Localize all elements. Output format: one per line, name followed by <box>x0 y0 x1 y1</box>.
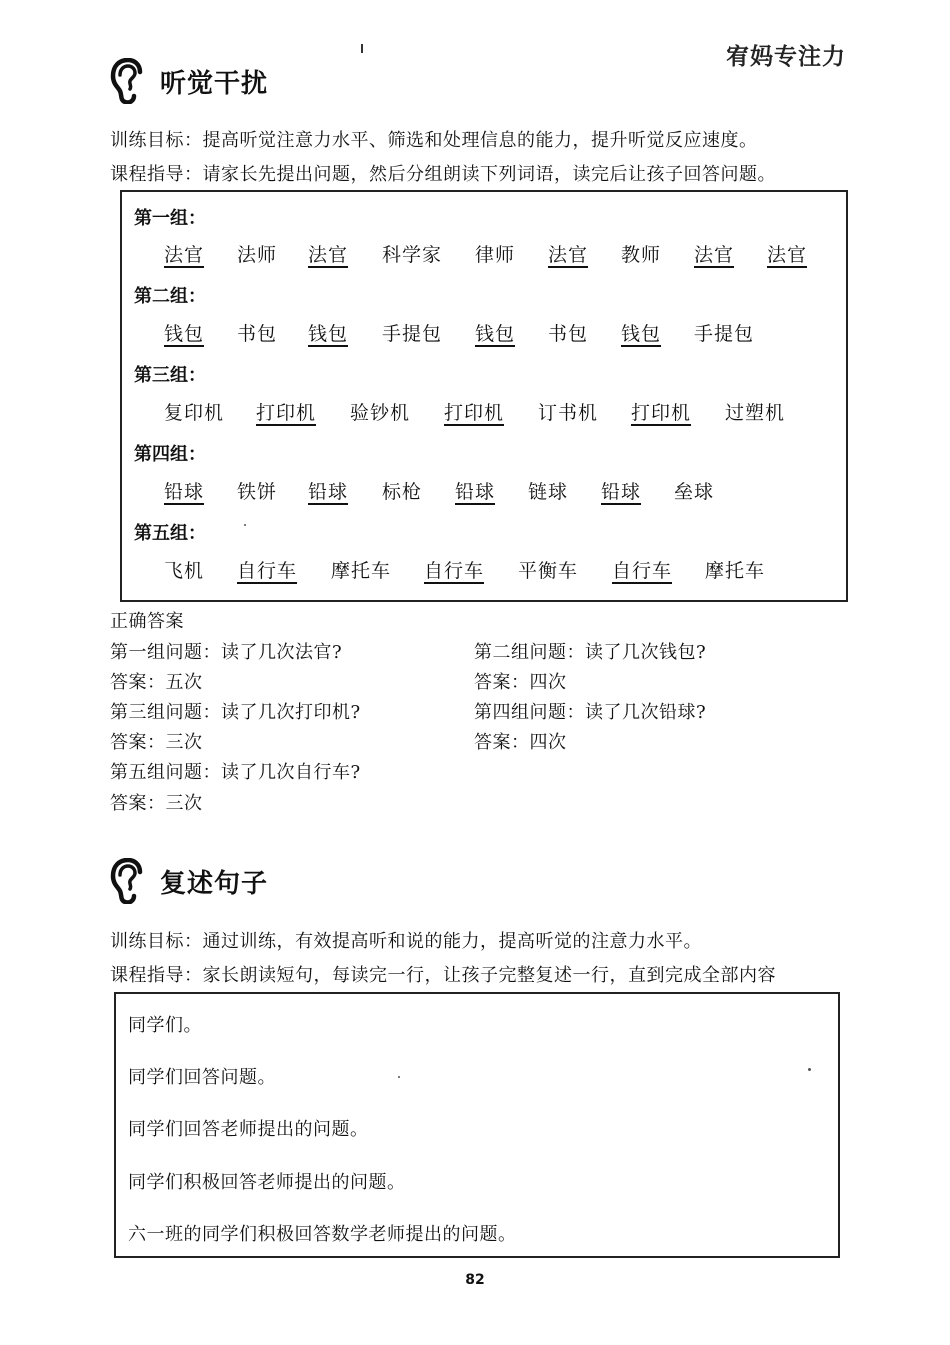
sentence-line: 同学们积极回答老师提出的问题。 <box>128 1172 406 1193</box>
sentences-box <box>114 992 840 1258</box>
target-word: 铅球 <box>308 481 349 503</box>
word: 书包 <box>237 323 278 345</box>
word: 法师 <box>237 244 278 266</box>
sentence-line: 同学们回答老师提出的问题。 <box>128 1119 369 1140</box>
word: 摩托车 <box>331 560 392 582</box>
target-word: 法官 <box>548 244 589 266</box>
word: 标枪 <box>382 481 423 503</box>
word: 摩托车 <box>705 560 766 582</box>
word-groups-box <box>120 190 848 602</box>
target-word: 钱包 <box>308 323 349 345</box>
target-word: 铅球 <box>601 481 642 503</box>
answer-value: 答案：三次 <box>110 793 203 814</box>
group-title: 第三组： <box>134 365 206 386</box>
word: 手提包 <box>694 323 755 345</box>
word: 验钞机 <box>350 402 411 424</box>
target-word: 法官 <box>694 244 735 266</box>
scan-speck <box>808 1068 811 1071</box>
target-word: 钱包 <box>164 323 205 345</box>
target-word: 自行车 <box>237 560 298 582</box>
word-row <box>122 556 846 582</box>
ear-icon <box>110 58 150 104</box>
target-word: 打印机 <box>631 402 692 424</box>
word: 手提包 <box>382 323 443 345</box>
target-word: 钱包 <box>475 323 516 345</box>
sentence-line: 六一班的同学们积极回答数学老师提出的问题。 <box>128 1224 517 1245</box>
word: 复印机 <box>164 402 225 424</box>
course-guide: 课程指导：家长朗读短句，每读完一行，让孩子完整复述一行，直到完成全部内容 <box>110 965 776 986</box>
target-word: 自行车 <box>612 560 673 582</box>
word: 平衡车 <box>518 560 579 582</box>
answer-value: 答案：五次 <box>110 672 203 693</box>
scan-mark <box>361 44 363 53</box>
word-row <box>122 319 846 345</box>
answer-question: 第三组问题：读了几次打印机? <box>110 702 361 723</box>
sentence-line: 同学们。 <box>128 1015 202 1036</box>
scan-speck <box>398 1076 400 1078</box>
answer-value: 答案：四次 <box>474 672 567 693</box>
answer-question: 第五组问题：读了几次自行车? <box>110 762 361 783</box>
answers-title: 正确答案 <box>110 611 184 632</box>
target-word: 铅球 <box>455 481 496 503</box>
word-row <box>122 398 846 424</box>
section-heading-repeat-sentences <box>110 858 268 904</box>
target-word: 法官 <box>308 244 349 266</box>
brand-watermark: 宥妈专注力 <box>726 44 846 70</box>
group-title: 第一组： <box>134 208 206 229</box>
target-word: 钱包 <box>621 323 662 345</box>
group-title: 第五组： <box>134 523 206 544</box>
word: 过塑机 <box>725 402 786 424</box>
word-row <box>122 477 846 503</box>
course-guide: 课程指导：请家长先提出问题，然后分组朗读下列词语，读完后让孩子回答问题。 <box>110 164 776 185</box>
word: 链球 <box>528 481 569 503</box>
word: 垒球 <box>674 481 715 503</box>
section-heading-auditory-interference <box>110 58 268 104</box>
section-title: 听觉干扰 <box>160 68 269 99</box>
page-number: 82 <box>465 1272 485 1288</box>
target-word: 法官 <box>164 244 205 266</box>
target-word: 打印机 <box>444 402 505 424</box>
group-title: 第二组： <box>134 286 206 307</box>
sentence-line: 同学们回答问题。 <box>128 1067 276 1088</box>
word: 书包 <box>548 323 589 345</box>
answer-value: 答案：四次 <box>474 732 567 753</box>
section-title: 复述句子 <box>160 868 269 899</box>
target-word: 自行车 <box>424 560 485 582</box>
word-row <box>122 240 846 266</box>
target-word: 铅球 <box>164 481 205 503</box>
word: 律师 <box>475 244 516 266</box>
target-word: 法官 <box>767 244 808 266</box>
word: 飞机 <box>164 560 205 582</box>
word: 教师 <box>621 244 662 266</box>
answer-value: 答案：三次 <box>110 732 203 753</box>
scan-speck <box>244 524 246 526</box>
word: 铁饼 <box>237 481 278 503</box>
word: 订书机 <box>538 402 599 424</box>
answer-question: 第二组问题：读了几次钱包? <box>474 642 707 663</box>
training-goal: 训练目标：提高听觉注意力水平、筛选和处理信息的能力，提升听觉反应速度。 <box>110 130 758 151</box>
training-goal: 训练目标：通过训练，有效提高听和说的能力，提高听觉的注意力水平。 <box>110 931 702 952</box>
word: 科学家 <box>382 244 443 266</box>
ear-icon <box>110 858 150 904</box>
answer-question: 第四组问题：读了几次铅球? <box>474 702 707 723</box>
answer-question: 第一组问题：读了几次法官? <box>110 642 343 663</box>
target-word: 打印机 <box>256 402 317 424</box>
group-title: 第四组： <box>134 444 206 465</box>
